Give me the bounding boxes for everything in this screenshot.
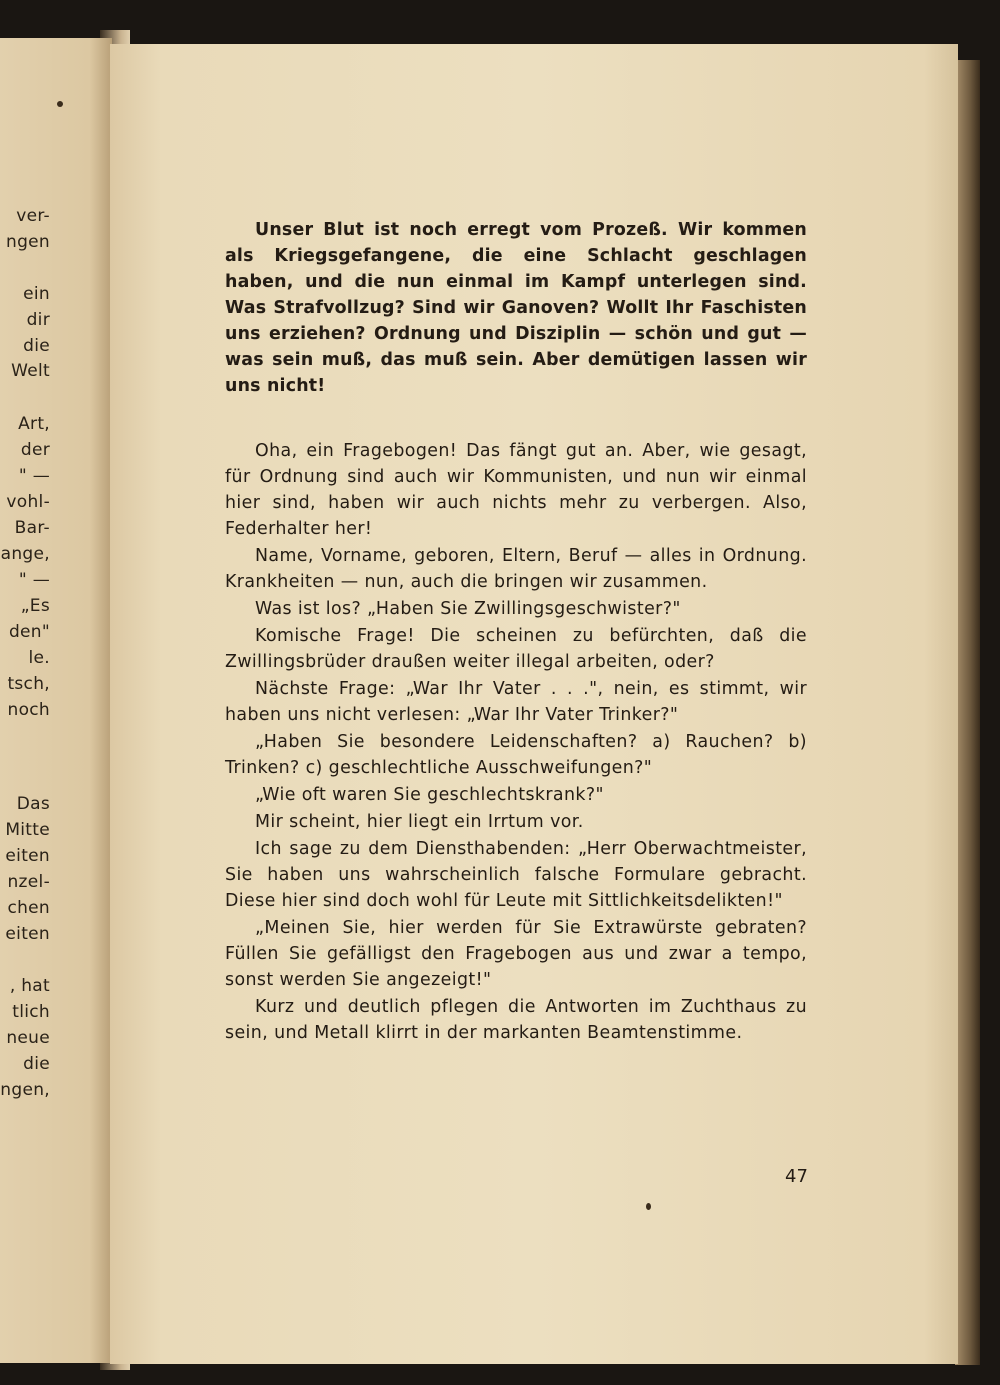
left-fragment: den": [8, 622, 50, 642]
left-fragment: noch: [7, 700, 50, 720]
paragraph: „Wie oft waren Sie geschlechtskrank?": [255, 785, 604, 805]
left-fragment: Art,: [18, 414, 50, 434]
opening-paragraph-block: [225, 217, 807, 399]
left-fragment: " —: [18, 466, 50, 486]
left-fragment: ver-: [16, 206, 50, 226]
left-fragment: nzel-: [7, 872, 50, 892]
left-fragment: vohl-: [6, 492, 50, 512]
left-fragment: ange,: [0, 544, 50, 564]
left-fragment: Bar-: [14, 518, 50, 538]
page-number: 47: [785, 1166, 808, 1187]
book-edge: [955, 60, 980, 1365]
paragraph: „Haben Sie besondere Leidenschaften? a) Rauchen? b) Trinken? c) geschlechtliche Ausschweifungen?": [225, 732, 807, 778]
paragraph: Ich sage zu dem Diensthabenden: „Herr Oberwachtmeister, Sie haben uns wahrscheinlich falsche Formulare gebracht. Diese hier sind doch wohl für Leute mit Sittlichkeitsdelikten!": [225, 839, 807, 911]
left-fragment: dir: [26, 310, 50, 330]
left-fragment: , hat: [9, 976, 50, 996]
main-text-block: [225, 438, 807, 1047]
paragraph: Mir scheint, hier liegt ein Irrtum vor.: [255, 812, 584, 832]
left-fragment: le.: [28, 648, 50, 668]
left-fragment: tsch,: [7, 674, 50, 694]
left-fragment: die: [23, 1054, 50, 1074]
left-fragment: " —: [18, 570, 50, 590]
paragraph: Was ist los? „Haben Sie Zwillingsgeschwister?": [255, 599, 681, 619]
left-page: [0, 38, 112, 1363]
left-fragment: neue: [6, 1028, 50, 1048]
left-fragment: eiten: [5, 846, 50, 866]
paragraph: Nächste Frage: „War Ihr Vater . . .", nein, es stimmt, wir haben uns nicht verlesen: „War Ihr Vater Trinker?": [225, 679, 807, 725]
left-fragment: Das: [16, 794, 50, 814]
left-fragment: ein: [23, 284, 50, 304]
paragraph: Name, Vorname, geboren, Eltern, Beruf — alles in Ordnung. Krankheiten — nun, auch die bringen wir zusammen.: [225, 546, 807, 592]
paragraph: Kurz und deutlich pflegen die Antworten im Zuchthaus zu sein, und Metall klirrt in der markanten Beamtenstimme.: [225, 997, 807, 1043]
left-fragment: tlich: [12, 1002, 50, 1022]
paragraph: „Meinen Sie, hier werden für Sie Extrawürste gebraten? Füllen Sie gefälligst den Fragebogen aus und zwar a tempo, sonst werden Sie angezeigt!": [225, 918, 807, 990]
left-fragment: ngen: [6, 232, 50, 252]
left-fragment: Welt: [11, 361, 50, 381]
paragraph: Komische Frage! Die scheinen zu befürchten, daß die Zwillingsbrüder draußen weiter illegal arbeiten, oder?: [225, 626, 807, 672]
opening-paragraph: Unser Blut ist noch erregt vom Prozeß. Wir kommen als Kriegsgefangene, die eine Schlacht geschlagen haben, und die nun einmal im Kampf unterlegen sind. Was Strafvollzug? Sind wir Ganoven? Wollt Ihr Faschisten uns erziehen? Ordnung und Disziplin — schön und gut — was sein muß, das muß sein. Aber demütigen lassen wir uns nicht!: [225, 220, 807, 396]
left-fragment: die: [23, 336, 50, 356]
left-fragment: der: [20, 440, 50, 460]
ink-spot: [57, 101, 63, 107]
left-fragment: chen: [7, 898, 50, 918]
ink-spot: [646, 1203, 651, 1210]
left-fragment: „Es: [20, 596, 50, 616]
left-fragment: Mitte: [5, 820, 50, 840]
left-fragment: eiten: [5, 924, 50, 944]
paragraph: Oha, ein Fragebogen! Das fängt gut an. Aber, wie gesagt, für Ordnung sind auch wir Kommunisten, und nun wir einmal hier sind, haben wir auch nichts mehr zu verbergen. Also, Federhalter her!: [225, 441, 807, 539]
left-fragment: ngen,: [0, 1080, 50, 1100]
